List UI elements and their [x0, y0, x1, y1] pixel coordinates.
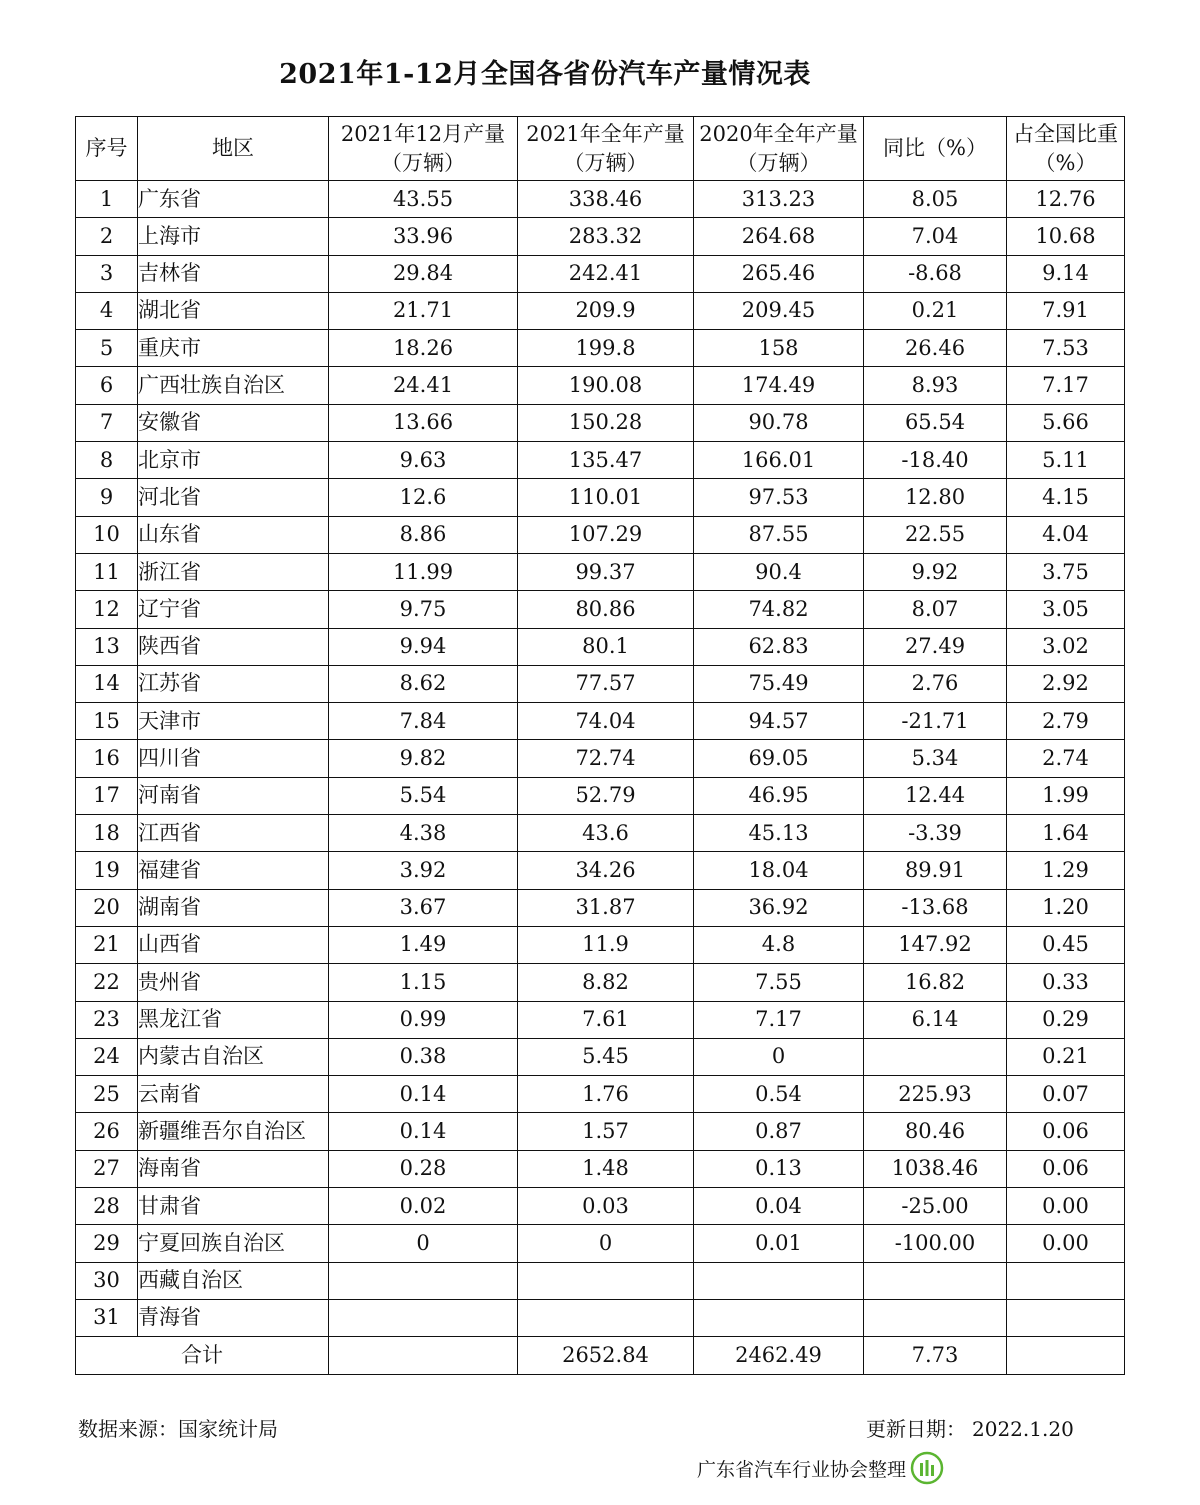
cell-region: 河南省: [138, 777, 329, 814]
total-year-2021: 2652.84: [518, 1337, 694, 1374]
cell-yoy: 147.92: [864, 926, 1007, 963]
cell-yoy: 7.04: [864, 218, 1007, 255]
total-yoy: 7.73: [864, 1337, 1007, 1374]
cell-year-2021: [518, 1299, 694, 1336]
cell-region: 四川省: [138, 740, 329, 777]
table-row: [76, 740, 1125, 777]
cell-dec-2021: 0: [329, 1225, 518, 1262]
cell-index: 26: [76, 1113, 138, 1150]
cell-region: 新疆维吾尔自治区: [138, 1113, 329, 1150]
cell-dec-2021: 0.99: [329, 1001, 518, 1038]
cell-index: 1: [76, 181, 138, 218]
cell-yoy: 22.55: [864, 516, 1007, 553]
cell-year-2021: [518, 1262, 694, 1299]
cell-region: 天津市: [138, 703, 329, 740]
table-row: [76, 367, 1125, 404]
table-row: [76, 1188, 1125, 1225]
cell-region: 广东省: [138, 181, 329, 218]
production-table: [75, 116, 1125, 1375]
cell-region: 江西省: [138, 815, 329, 852]
cell-share: 10.68: [1007, 218, 1125, 255]
cell-year-2021: 34.26: [518, 852, 694, 889]
cell-share: 5.11: [1007, 442, 1125, 479]
cell-index: 15: [76, 703, 138, 740]
header-row: [76, 117, 1125, 181]
cell-dec-2021: 0.28: [329, 1150, 518, 1187]
table-row: [76, 1262, 1125, 1299]
cell-region: 吉林省: [138, 255, 329, 292]
cell-dec-2021: 18.26: [329, 330, 518, 367]
cell-year-2021: 1.76: [518, 1076, 694, 1113]
cell-year-2021: 8.82: [518, 964, 694, 1001]
cell-index: 2: [76, 218, 138, 255]
cell-index: 10: [76, 516, 138, 553]
cell-yoy: 6.14: [864, 1001, 1007, 1038]
cell-year-2021: 150.28: [518, 404, 694, 441]
cell-region: 黑龙江省: [138, 1001, 329, 1038]
cell-year-2021: 242.41: [518, 255, 694, 292]
cell-year-2021: 110.01: [518, 479, 694, 516]
header-yoy: 同比（%）: [864, 117, 1007, 181]
cell-index: 27: [76, 1150, 138, 1187]
table-row: [76, 330, 1125, 367]
cell-share: 5.66: [1007, 404, 1125, 441]
cell-year-2020: 7.55: [694, 964, 864, 1001]
cell-year-2020: 0: [694, 1038, 864, 1075]
cell-index: 28: [76, 1188, 138, 1225]
cell-year-2020: 313.23: [694, 181, 864, 218]
cell-yoy: 1038.46: [864, 1150, 1007, 1187]
cell-index: 5: [76, 330, 138, 367]
cell-year-2021: 72.74: [518, 740, 694, 777]
cell-region: 甘肃省: [138, 1188, 329, 1225]
cell-region: 河北省: [138, 479, 329, 516]
table-row: [76, 1150, 1125, 1187]
cell-year-2021: 77.57: [518, 665, 694, 702]
association-logo-icon: [910, 1451, 944, 1485]
cell-yoy: 16.82: [864, 964, 1007, 1001]
cell-yoy: -21.71: [864, 703, 1007, 740]
cell-year-2021: 209.9: [518, 292, 694, 329]
cell-share: 0.07: [1007, 1076, 1125, 1113]
total-label: 合计: [76, 1337, 329, 1374]
cell-year-2020: 7.17: [694, 1001, 864, 1038]
cell-dec-2021: 1.49: [329, 926, 518, 963]
cell-region: 宁夏回族自治区: [138, 1225, 329, 1262]
cell-share: 2.79: [1007, 703, 1125, 740]
cell-year-2021: 11.9: [518, 926, 694, 963]
cell-region: 贵州省: [138, 964, 329, 1001]
cell-share: 3.02: [1007, 628, 1125, 665]
cell-region: 广西壮族自治区: [138, 367, 329, 404]
cell-share: 3.75: [1007, 553, 1125, 590]
cell-year-2020: 62.83: [694, 628, 864, 665]
cell-share: 1.99: [1007, 777, 1125, 814]
cell-dec-2021: 5.54: [329, 777, 518, 814]
cell-share: 3.05: [1007, 591, 1125, 628]
cell-year-2021: 1.57: [518, 1113, 694, 1150]
cell-year-2020: 158: [694, 330, 864, 367]
header-share: 占全国比重（%）: [1007, 117, 1125, 181]
table-row: [76, 479, 1125, 516]
cell-year-2020: [694, 1262, 864, 1299]
total-dec-2021: [329, 1337, 518, 1374]
cell-dec-2021: 29.84: [329, 255, 518, 292]
cell-year-2020: 0.13: [694, 1150, 864, 1187]
cell-yoy: 12.44: [864, 777, 1007, 814]
cell-dec-2021: 43.55: [329, 181, 518, 218]
table-row: [76, 442, 1125, 479]
cell-year-2020: 18.04: [694, 852, 864, 889]
table-row: [76, 292, 1125, 329]
cell-dec-2021: 8.62: [329, 665, 518, 702]
cell-index: 11: [76, 553, 138, 590]
table-row: [76, 815, 1125, 852]
cell-index: 16: [76, 740, 138, 777]
cell-year-2021: 43.6: [518, 815, 694, 852]
cell-index: 17: [76, 777, 138, 814]
cell-year-2020: 45.13: [694, 815, 864, 852]
update-label: 更新日期：: [866, 1417, 966, 1441]
cell-yoy: 0.21: [864, 292, 1007, 329]
cell-share: 12.76: [1007, 181, 1125, 218]
cell-share: 4.04: [1007, 516, 1125, 553]
cell-year-2021: 283.32: [518, 218, 694, 255]
cell-year-2021: 7.61: [518, 1001, 694, 1038]
cell-yoy: 8.93: [864, 367, 1007, 404]
cell-dec-2021: 24.41: [329, 367, 518, 404]
cell-index: 9: [76, 479, 138, 516]
cell-share: 0.21: [1007, 1038, 1125, 1075]
cell-yoy: 65.54: [864, 404, 1007, 441]
page-title: 2021年1-12月全国各省份汽车产量情况表: [279, 59, 811, 90]
table-row: [76, 665, 1125, 702]
table-row: [76, 852, 1125, 889]
cell-index: 6: [76, 367, 138, 404]
cell-share: 2.74: [1007, 740, 1125, 777]
cell-region: 北京市: [138, 442, 329, 479]
cell-yoy: -13.68: [864, 889, 1007, 926]
header-region: 地区: [138, 117, 329, 181]
organization-credit: [697, 1451, 944, 1485]
cell-dec-2021: 3.67: [329, 889, 518, 926]
cell-year-2021: 52.79: [518, 777, 694, 814]
cell-year-2021: 190.08: [518, 367, 694, 404]
total-share: [1007, 1337, 1125, 1374]
cell-year-2020: 97.53: [694, 479, 864, 516]
cell-dec-2021: 8.86: [329, 516, 518, 553]
cell-year-2020: 94.57: [694, 703, 864, 740]
cell-yoy: 26.46: [864, 330, 1007, 367]
table-row: [76, 553, 1125, 590]
cell-index: 12: [76, 591, 138, 628]
cell-region: 辽宁省: [138, 591, 329, 628]
table-row: [76, 1038, 1125, 1075]
cell-region: 山西省: [138, 926, 329, 963]
data-source: 数据来源：国家统计局: [78, 1417, 278, 1441]
cell-yoy: 89.91: [864, 852, 1007, 889]
cell-share: 0.06: [1007, 1150, 1125, 1187]
cell-index: 23: [76, 1001, 138, 1038]
cell-index: 14: [76, 665, 138, 702]
cell-share: 7.17: [1007, 367, 1125, 404]
cell-index: 24: [76, 1038, 138, 1075]
cell-year-2021: 5.45: [518, 1038, 694, 1075]
cell-year-2020: 166.01: [694, 442, 864, 479]
cell-region: 重庆市: [138, 330, 329, 367]
cell-year-2020: 69.05: [694, 740, 864, 777]
table-row: [76, 404, 1125, 441]
table-row: [76, 889, 1125, 926]
cell-year-2020: 0.01: [694, 1225, 864, 1262]
cell-region: 江苏省: [138, 665, 329, 702]
cell-region: 海南省: [138, 1150, 329, 1187]
table-row: [76, 628, 1125, 665]
cell-year-2021: 80.86: [518, 591, 694, 628]
cell-index: 3: [76, 255, 138, 292]
cell-year-2020: [694, 1299, 864, 1336]
table-row: [76, 1001, 1125, 1038]
cell-dec-2021: [329, 1299, 518, 1336]
cell-region: 内蒙古自治区: [138, 1038, 329, 1075]
table-row: [76, 777, 1125, 814]
cell-yoy: -100.00: [864, 1225, 1007, 1262]
cell-index: 20: [76, 889, 138, 926]
cell-region: 湖北省: [138, 292, 329, 329]
table-row: [76, 703, 1125, 740]
cell-region: 云南省: [138, 1076, 329, 1113]
cell-year-2021: 1.48: [518, 1150, 694, 1187]
cell-index: 31: [76, 1299, 138, 1336]
table-row: [76, 218, 1125, 255]
total-year-2020: 2462.49: [694, 1337, 864, 1374]
cell-dec-2021: 0.02: [329, 1188, 518, 1225]
total-row: [76, 1337, 1125, 1374]
cell-year-2021: 338.46: [518, 181, 694, 218]
cell-region: 福建省: [138, 852, 329, 889]
cell-region: 山东省: [138, 516, 329, 553]
cell-yoy: 225.93: [864, 1076, 1007, 1113]
cell-yoy: [864, 1299, 1007, 1336]
cell-yoy: -18.40: [864, 442, 1007, 479]
cell-yoy: 8.05: [864, 181, 1007, 218]
cell-year-2020: 75.49: [694, 665, 864, 702]
cell-share: [1007, 1262, 1125, 1299]
cell-yoy: 27.49: [864, 628, 1007, 665]
cell-yoy: [864, 1262, 1007, 1299]
cell-index: 13: [76, 628, 138, 665]
cell-year-2020: 209.45: [694, 292, 864, 329]
table-row: [76, 926, 1125, 963]
header-year-2020: 2020年全年产量（万辆）: [694, 117, 864, 181]
cell-year-2020: 90.78: [694, 404, 864, 441]
cell-yoy: 8.07: [864, 591, 1007, 628]
update-date: 2022.1.20: [972, 1417, 1074, 1441]
cell-index: 7: [76, 404, 138, 441]
cell-region: 浙江省: [138, 553, 329, 590]
cell-yoy: [864, 1038, 1007, 1075]
cell-share: 0.29: [1007, 1001, 1125, 1038]
table-row: [76, 964, 1125, 1001]
table-row: [76, 1299, 1125, 1336]
cell-dec-2021: 0.38: [329, 1038, 518, 1075]
cell-share: 0.00: [1007, 1188, 1125, 1225]
cell-share: 4.15: [1007, 479, 1125, 516]
cell-year-2021: 199.8: [518, 330, 694, 367]
cell-dec-2021: 13.66: [329, 404, 518, 441]
cell-share: 9.14: [1007, 255, 1125, 292]
cell-index: 18: [76, 815, 138, 852]
cell-year-2020: 4.8: [694, 926, 864, 963]
cell-dec-2021: 11.99: [329, 553, 518, 590]
cell-yoy: 12.80: [864, 479, 1007, 516]
cell-share: 0.00: [1007, 1225, 1125, 1262]
cell-region: 湖南省: [138, 889, 329, 926]
cell-index: 22: [76, 964, 138, 1001]
cell-index: 29: [76, 1225, 138, 1262]
cell-yoy: 2.76: [864, 665, 1007, 702]
cell-share: 1.20: [1007, 889, 1125, 926]
cell-year-2021: 0: [518, 1225, 694, 1262]
cell-year-2020: 36.92: [694, 889, 864, 926]
cell-year-2020: 74.82: [694, 591, 864, 628]
cell-share: 7.53: [1007, 330, 1125, 367]
table-row: [76, 255, 1125, 292]
cell-dec-2021: 3.92: [329, 852, 518, 889]
cell-dec-2021: [329, 1262, 518, 1299]
cell-year-2020: 46.95: [694, 777, 864, 814]
table-row: [76, 1113, 1125, 1150]
cell-year-2021: 31.87: [518, 889, 694, 926]
cell-share: [1007, 1299, 1125, 1336]
cell-year-2020: 87.55: [694, 516, 864, 553]
cell-year-2021: 99.37: [518, 553, 694, 590]
cell-year-2021: 0.03: [518, 1188, 694, 1225]
cell-index: 4: [76, 292, 138, 329]
table-row: [76, 1225, 1125, 1262]
cell-yoy: 5.34: [864, 740, 1007, 777]
cell-year-2021: 107.29: [518, 516, 694, 553]
header-index: 序号: [76, 117, 138, 181]
cell-year-2020: 0.04: [694, 1188, 864, 1225]
cell-year-2020: 0.54: [694, 1076, 864, 1113]
table-row: [76, 1076, 1125, 1113]
cell-dec-2021: 0.14: [329, 1076, 518, 1113]
table-row: [76, 181, 1125, 218]
header-dec-2021: 2021年12月产量（万辆）: [329, 117, 518, 181]
cell-dec-2021: 9.75: [329, 591, 518, 628]
cell-index: 21: [76, 926, 138, 963]
cell-share: 7.91: [1007, 292, 1125, 329]
cell-year-2021: 80.1: [518, 628, 694, 665]
cell-region: 青海省: [138, 1299, 329, 1336]
cell-dec-2021: 1.15: [329, 964, 518, 1001]
header-year-2021: 2021年全年产量（万辆）: [518, 117, 694, 181]
cell-yoy: -25.00: [864, 1188, 1007, 1225]
organization-name: 广东省汽车行业协会整理: [697, 1458, 907, 1481]
cell-dec-2021: 12.6: [329, 479, 518, 516]
cell-dec-2021: 21.71: [329, 292, 518, 329]
cell-year-2020: 265.46: [694, 255, 864, 292]
cell-dec-2021: 9.82: [329, 740, 518, 777]
table-row: [76, 591, 1125, 628]
cell-region: 安徽省: [138, 404, 329, 441]
cell-dec-2021: 9.63: [329, 442, 518, 479]
cell-yoy: 80.46: [864, 1113, 1007, 1150]
cell-dec-2021: 4.38: [329, 815, 518, 852]
cell-dec-2021: 7.84: [329, 703, 518, 740]
cell-share: 0.45: [1007, 926, 1125, 963]
cell-share: 1.64: [1007, 815, 1125, 852]
cell-year-2021: 74.04: [518, 703, 694, 740]
cell-share: 1.29: [1007, 852, 1125, 889]
table-row: [76, 516, 1125, 553]
cell-year-2021: 135.47: [518, 442, 694, 479]
cell-year-2020: 174.49: [694, 367, 864, 404]
cell-yoy: 9.92: [864, 553, 1007, 590]
cell-yoy: -8.68: [864, 255, 1007, 292]
cell-index: 8: [76, 442, 138, 479]
cell-index: 30: [76, 1262, 138, 1299]
cell-region: 上海市: [138, 218, 329, 255]
update-info: [866, 1413, 1074, 1442]
cell-year-2020: 90.4: [694, 553, 864, 590]
cell-index: 19: [76, 852, 138, 889]
cell-yoy: -3.39: [864, 815, 1007, 852]
cell-index: 25: [76, 1076, 138, 1113]
cell-share: 0.06: [1007, 1113, 1125, 1150]
cell-share: 0.33: [1007, 964, 1125, 1001]
cell-region: 陕西省: [138, 628, 329, 665]
cell-dec-2021: 9.94: [329, 628, 518, 665]
cell-year-2020: 0.87: [694, 1113, 864, 1150]
cell-region: 西藏自治区: [138, 1262, 329, 1299]
cell-share: 2.92: [1007, 665, 1125, 702]
cell-year-2020: 264.68: [694, 218, 864, 255]
cell-dec-2021: 33.96: [329, 218, 518, 255]
cell-dec-2021: 0.14: [329, 1113, 518, 1150]
